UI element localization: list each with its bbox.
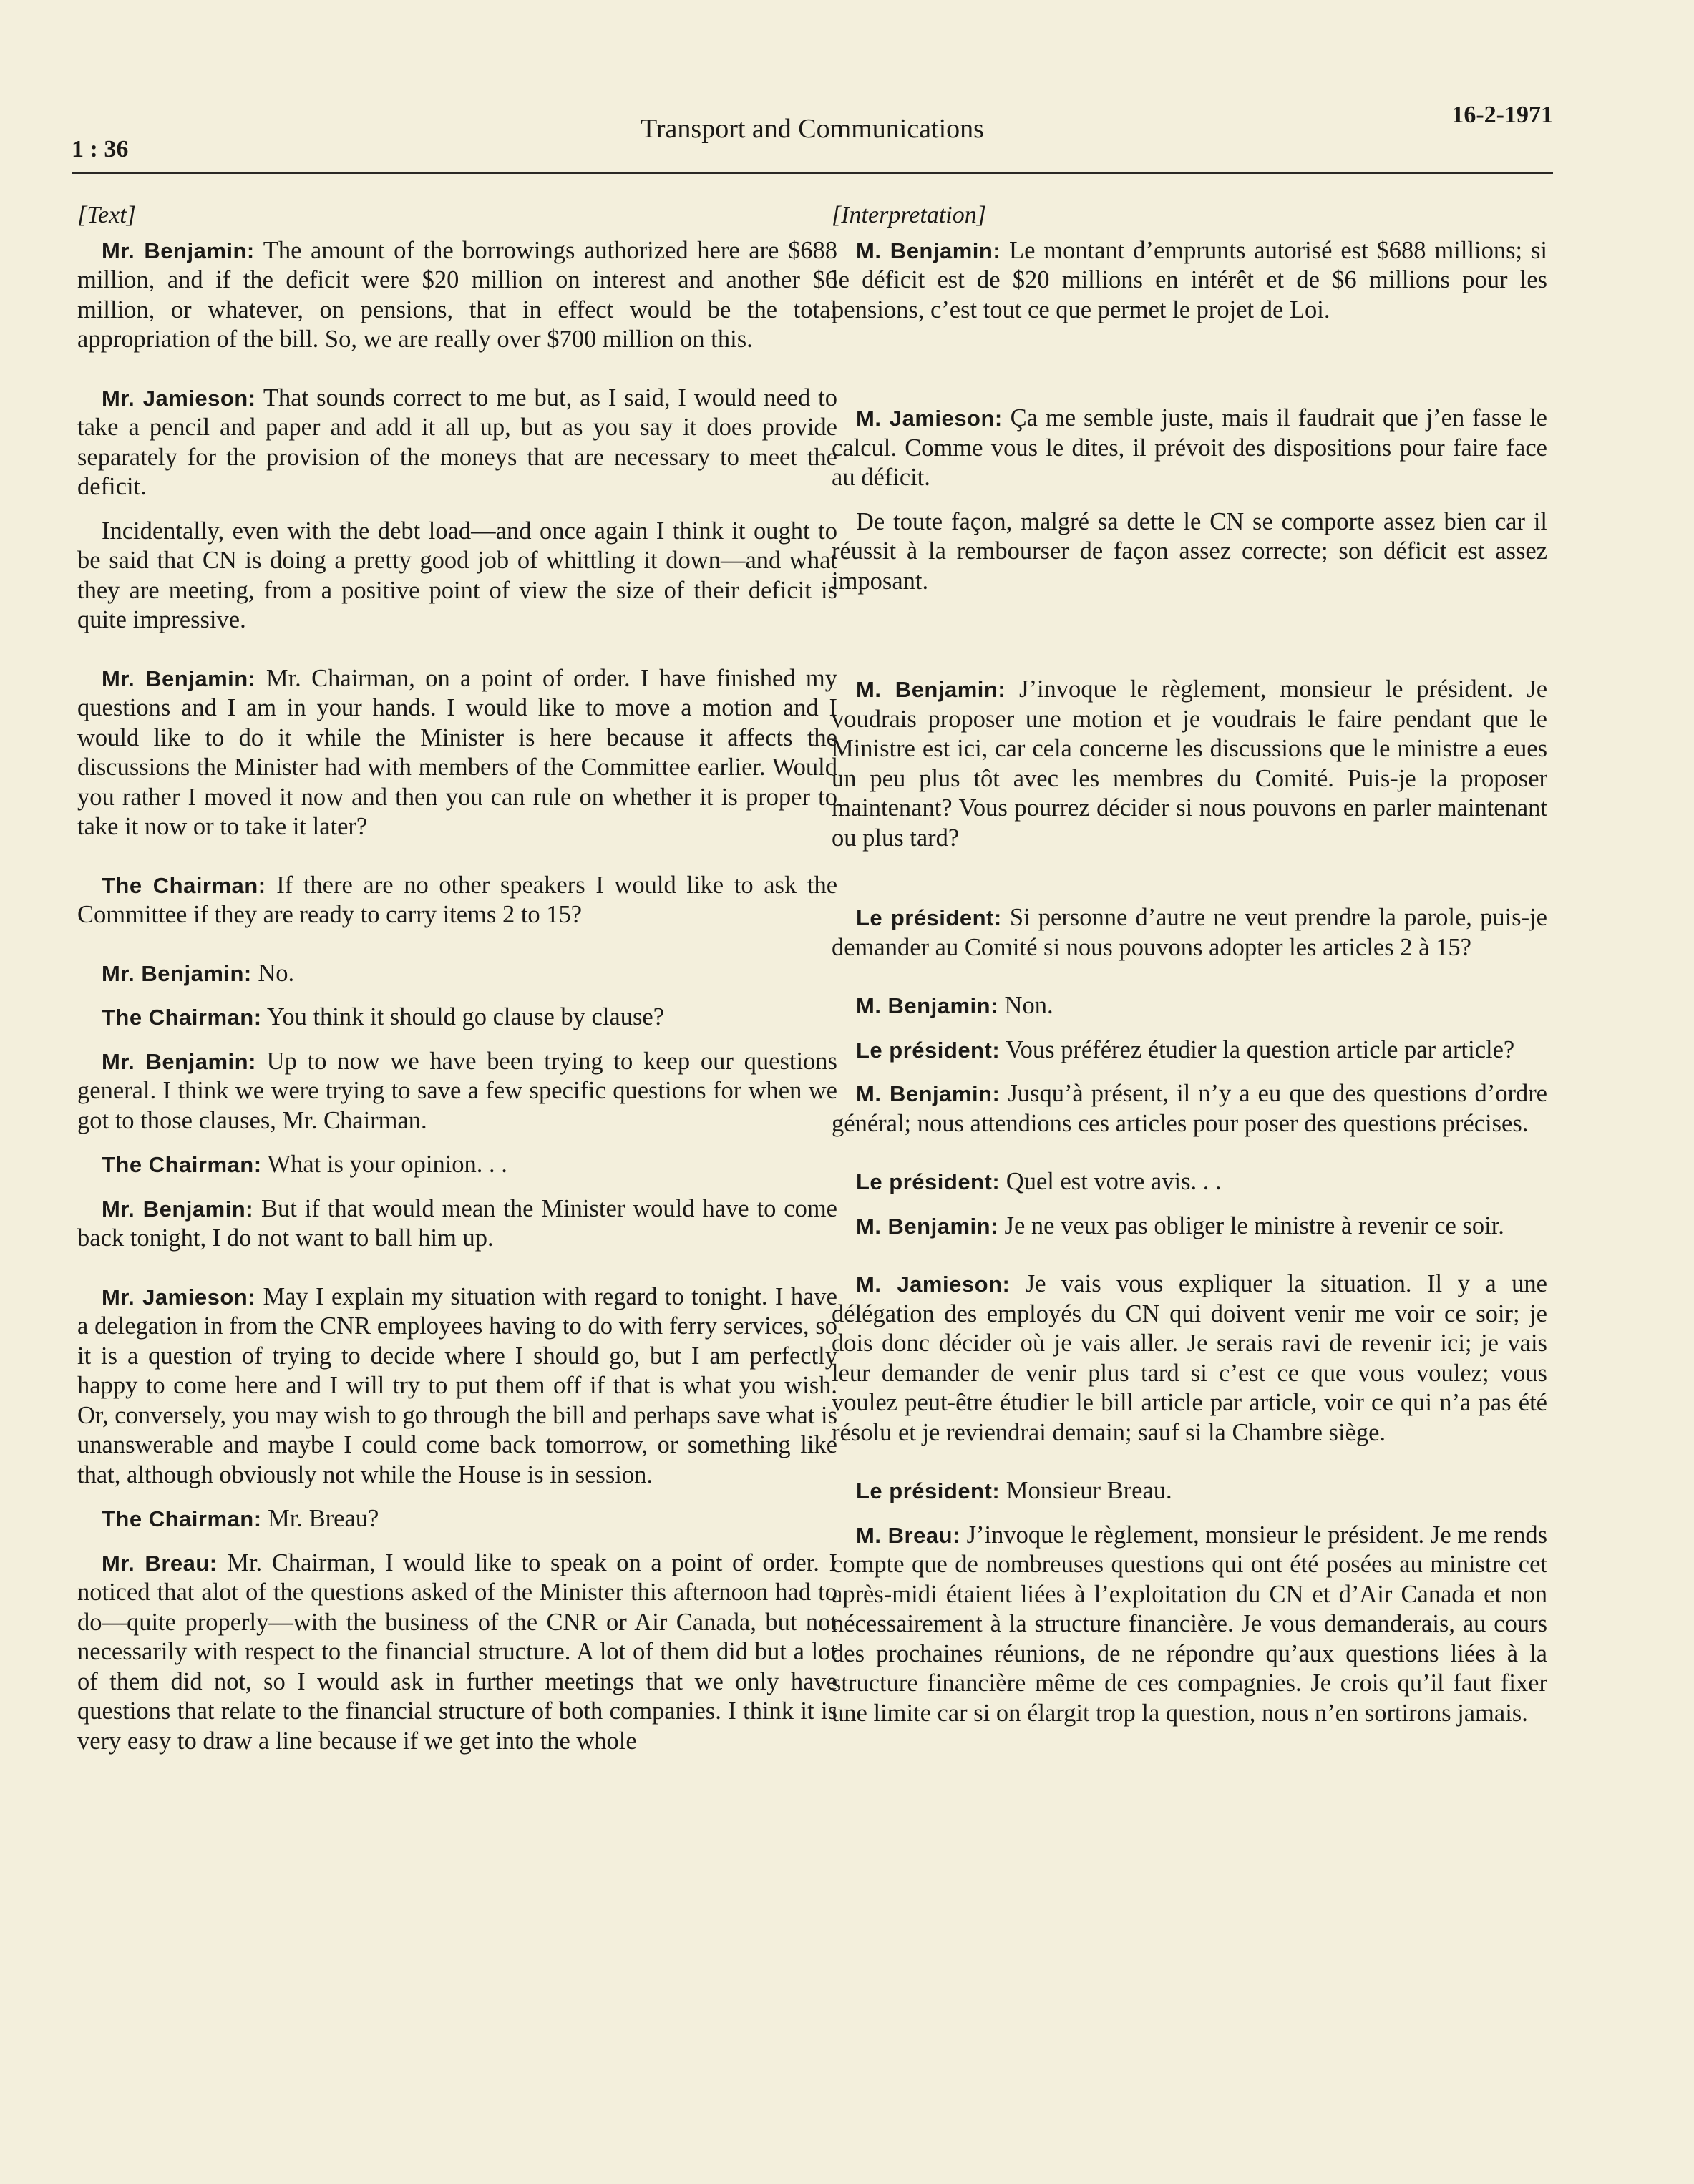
paragraph	[832, 236, 1547, 326]
speaker-name: Mr. Benjamin:	[102, 238, 255, 263]
paragraph: De toute façon, malgré sa dette le CN se comporte assez bien car il réussit à la rembourser de façon assez correcte; son déficit est assez imposant.	[832, 507, 1547, 595]
paragraph	[832, 1212, 1547, 1242]
speaker-name: Le président:	[856, 1169, 1001, 1194]
speech-text: No.	[251, 959, 295, 987]
english-column	[77, 200, 837, 1756]
paragraph	[832, 903, 1547, 962]
speech-text: Quel est votre avis. . .	[1000, 1168, 1222, 1195]
speech-text: Up to now we have been trying to keep our questions general. I think we were trying to save a few specific questions for when we got to those clauses, Mr. Chairman.	[77, 1047, 837, 1134]
speech-text: J’invoque le règlement, monsieur le président. Je voudrais proposer une motion et je voudrais le faire pendant que le Ministre est ici, car cela concerne les discussions que le ministre a eues un peu plus tôt avec les membres du Comité. Puis-je la proposer maintenant? Vous pourrez décider si nous pouvons en parler maintenant ou plus tard?	[832, 676, 1548, 852]
paragraph	[77, 664, 837, 842]
paragraph	[77, 1194, 837, 1254]
speaker-name: M. Benjamin:	[856, 1081, 1001, 1106]
page-header	[72, 100, 1553, 165]
speaker-name: Mr. Benjamin:	[102, 1048, 256, 1074]
speech-text: That sounds correct to me but, as I said, I would need to take a pencil and paper and add it all up, but as you say it does provide separately for the provision of the moneys that are necessary to meet the deficit.	[77, 384, 837, 500]
speaker-name: The Chairman:	[102, 1152, 262, 1177]
paragraph	[832, 1167, 1547, 1197]
speaker-name: M. Benjamin:	[856, 993, 998, 1018]
paragraph	[77, 1150, 837, 1180]
speech-text: J’invoque le règlement, monsieur le président. Je me rends compte que de nombreuses questions qui ont été posées au ministre cet après-midi étaient liées à l’exploitation du CN et d’Air Canada et non nécessairement à la structure financière. Je vous demanderais, au cours des prochaines réunions, de ne répondre qu’aux questions liées à la structure financière même de ces compagnies. Je crois qu’il faut fixer une limite car si on élargit trop la question, nous n’en sortirons jamais.	[832, 1521, 1547, 1727]
speech-text: But if that would mean the Minister would have to come back tonight, I do not want to ball him up.	[77, 1194, 837, 1252]
speech-text: You think it should go clause by clause?	[261, 1003, 665, 1030]
speech-text: Non.	[998, 992, 1053, 1019]
speaker-name: Le président:	[856, 1037, 1001, 1063]
page-number: 1 : 36	[72, 136, 129, 162]
speech-text: Jusqu’à présent, il n’y a eu que des questions d’ordre général; nous attendions ces articles pour poser des questions précises.	[832, 1080, 1547, 1137]
paragraph	[77, 959, 837, 989]
paragraph	[77, 384, 837, 502]
speaker-name: The Chairman:	[102, 1506, 262, 1531]
running-title: Transport and Communications	[641, 114, 984, 144]
speaker-name: Mr. Benjamin:	[102, 666, 256, 691]
paragraph	[77, 1549, 837, 1757]
speaker-name: Le président:	[856, 905, 1002, 930]
section-label-text: [Text]	[77, 202, 136, 228]
speech-text: Vous préférez étudier la question article par article?	[1000, 1035, 1515, 1063]
speaker-name: Mr. Jamieson:	[102, 385, 256, 411]
speech-text: Si personne d’autre ne veut prendre la parole, puis-je demander au Comité si nous pouvons adopter les articles 2 à 15?	[832, 904, 1547, 961]
french-column	[832, 200, 1547, 1728]
speech-text: Mr. Chairman, I would like to speak on a point of order. I noticed that alot of the questions asked of the Minister this afternoon had to do—quite properly—with the business of the CNR or Air Canada, but not necessarily with respect to the financial structure. A lot of them did but a lot of them did not, so I would ask in further meetings that we only have questions that relate to the financial structure of both companies. I think it is very easy to draw a line because if we get into the whole	[77, 1549, 837, 1755]
speech-text: Mr. Chairman, on a point of order. I have finished my questions and I am in your hands. I would like to move a motion and I would like to do it while the Minister is here because it affects the discussions the Minister had with members of the Committee earlier. Would you rather I moved it now and then you can rule on whether it is proper to take it now or to take it later?	[77, 664, 838, 840]
paragraph	[832, 1521, 1547, 1729]
paragraph: Incidentally, even with the debt load—and once again I think it ought to be said that CN is doing a pretty good job of whittling it down—and what they are meeting, from a positive point of view the size of their deficit is quite impressive.	[77, 517, 837, 633]
paragraph	[832, 1476, 1547, 1506]
speaker-name: Mr. Jamieson:	[102, 1284, 256, 1310]
paragraph	[832, 1079, 1547, 1139]
paragraph	[832, 991, 1547, 1021]
paragraph	[77, 871, 837, 930]
speaker-name: M. Benjamin:	[856, 238, 1001, 263]
speaker-name: The Chairman:	[102, 872, 266, 898]
speech-text: Mr. Breau?	[261, 1505, 379, 1532]
speech-text: Je ne veux pas obliger le ministre à revenir ce soir.	[998, 1212, 1504, 1239]
paragraph	[77, 1504, 837, 1534]
speaker-name: The Chairman:	[102, 1005, 262, 1030]
speaker-name: M. Jamieson:	[856, 1272, 1011, 1297]
speaker-name: M. Breau:	[856, 1522, 960, 1548]
paragraph	[77, 1282, 837, 1491]
paragraph	[832, 1035, 1547, 1066]
speech-text: Ça me semble juste, mais il faudrait que j’en fasse le calcul. Comme vous le dites, il prévoit des dispositions pour faire face au déficit.	[832, 404, 1547, 491]
speaker-name: M. Benjamin:	[856, 1213, 998, 1239]
speech-text: Monsieur Breau.	[1000, 1477, 1172, 1504]
paragraph	[77, 1003, 837, 1033]
header-date: 16-2-1971	[1451, 102, 1553, 128]
speaker-name: Mr. Benjamin:	[102, 1196, 254, 1222]
speech-text: Le montant d’emprunts autorisé est $688 millions; si le déficit est de $20 millions en intérêt et de $6 millions pour les pensions, c’est tout ce que permet le projet de Loi.	[832, 236, 1547, 323]
header-rule	[72, 172, 1553, 174]
speech-text: If there are no other speakers I would like to ask the Committee if they are ready to carry items 2 to 15?	[77, 871, 838, 928]
speaker-name: M. Jamieson:	[856, 406, 1003, 431]
speech-text: Je vais vous expliquer la situation. Il y a une délégation des employés du CN qui doivent venir me voir ce soir; je dois donc décider où je vais aller. Je serais ravi de revenir ici; je vais leur demander de venir plus tard si c’est ce que vous voulez; vous voulez peut-être étudier le bill article par article, voir ce qui n’a pas été résolu et je reviendrai demain; sauf si la Chambre siège.	[832, 1270, 1547, 1446]
paragraph	[77, 236, 837, 355]
paragraph	[832, 675, 1547, 853]
speech-text: The amount of the borrowings authorized here are $688 million, and if the deficit were $20 million on interest and another $6 million, or whatever, on pensions, that in effect would be the total appropriation of the bill. So, we are really over $700 million on this.	[77, 236, 837, 353]
speaker-name: M. Benjamin:	[856, 677, 1006, 702]
paragraph	[832, 404, 1547, 493]
speech-text: What is your opinion. . .	[261, 1151, 507, 1178]
speaker-name: Mr. Breau:	[102, 1550, 218, 1576]
speech-text: May I explain my situation with regard to tonight. I have a delegation in from the CNR employees having to do with ferry services, so it is a question of trying to decide where I should go, but I am perfectly happy to come here and I will try to put them off if that is what you wish. Or, conversely, you may wish to go through the bill and perhaps save what is unanswerable and maybe I could come back tomorrow, or something like that, although obviously not while the House is in session.	[77, 1282, 837, 1488]
paragraph	[832, 1269, 1547, 1448]
speaker-name: Mr. Benjamin:	[102, 960, 252, 986]
paragraph	[77, 1047, 837, 1136]
speaker-name: Le président:	[856, 1478, 1001, 1503]
section-label-interpretation: [Interpretation]	[832, 202, 986, 228]
